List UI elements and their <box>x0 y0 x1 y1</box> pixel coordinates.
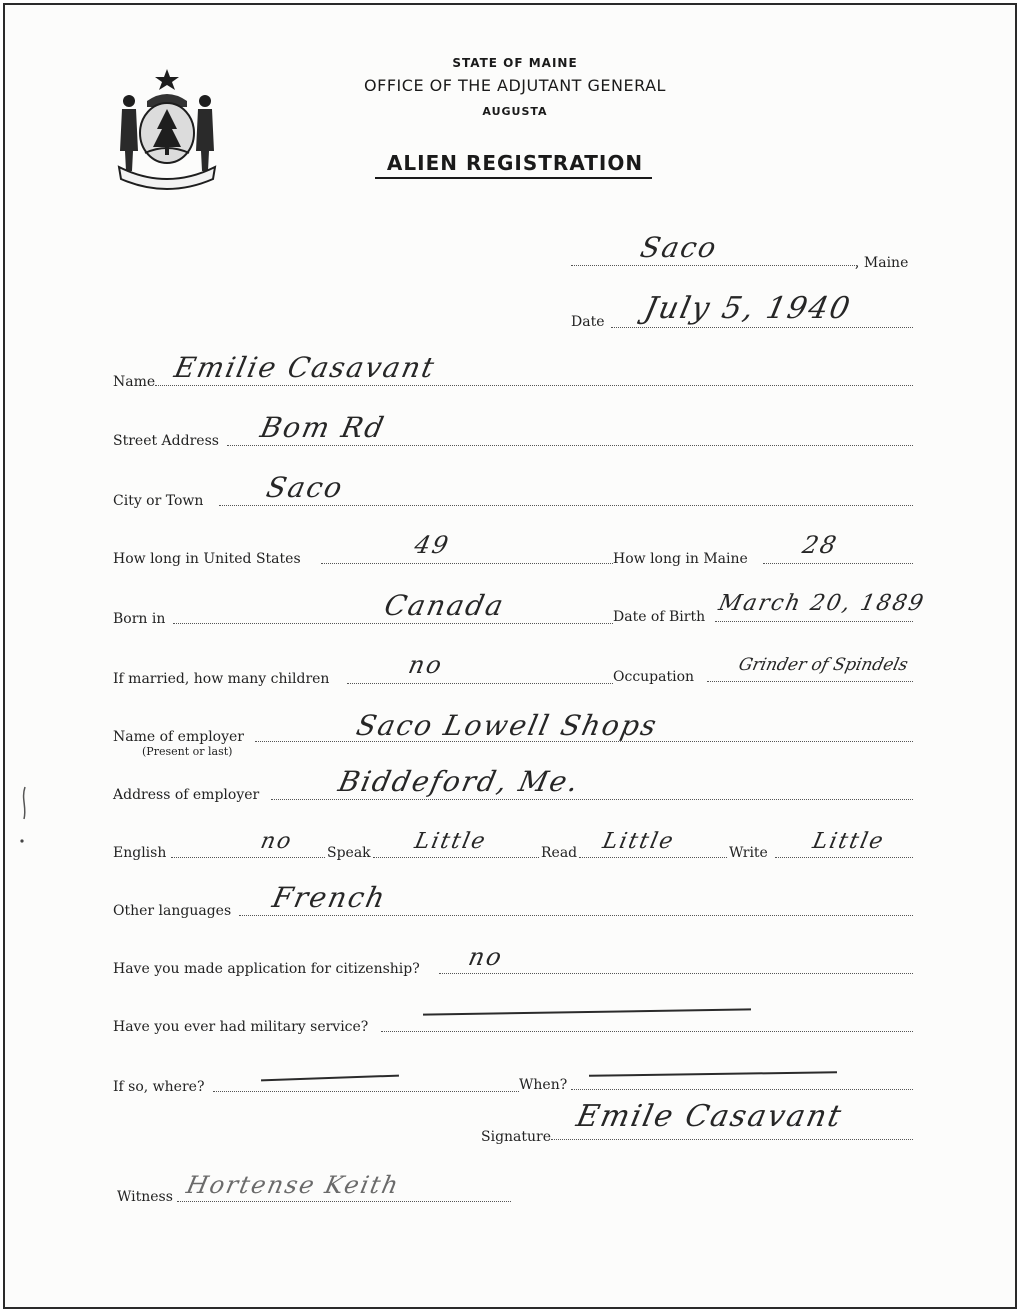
name-label: Name <box>113 374 156 390</box>
children-line <box>347 683 613 684</box>
form-title: ALIEN REGISTRATION <box>386 151 644 175</box>
other-languages-line <box>239 915 913 916</box>
street-address-label: Street Address <box>113 433 219 449</box>
when-line <box>571 1089 913 1090</box>
header-city: AUGUSTA <box>482 105 548 118</box>
date-of-birth-line <box>715 621 913 622</box>
how-long-us-label: How long in United States <box>113 551 301 567</box>
when-dash-stroke <box>589 1071 837 1076</box>
how-long-maine-value[interactable]: 28 <box>800 531 841 559</box>
if-where-label: If so, where? <box>113 1079 205 1095</box>
employer-value[interactable]: Saco Lowell Shops <box>353 709 661 742</box>
children-value[interactable]: no <box>406 651 446 679</box>
employer-label: Name of employer <box>113 729 244 745</box>
write-line <box>775 857 913 858</box>
how-long-maine-label: How long in Maine <box>613 551 748 567</box>
born-in-label: Born in <box>113 611 166 627</box>
date-value[interactable]: July 5, 1940 <box>641 291 855 326</box>
signature-label: Signature <box>481 1129 552 1145</box>
header-state: STATE OF MAINE <box>452 56 578 70</box>
citizenship-line <box>439 973 913 974</box>
employer-address-label: Address of employer <box>113 787 260 803</box>
if-where-line <box>213 1091 519 1092</box>
name-line <box>155 385 913 386</box>
margin-mark <box>19 785 29 845</box>
place-suffix: , Maine <box>855 255 909 271</box>
write-value[interactable]: Little <box>810 829 888 854</box>
citizenship-label: Have you made application for citizenship? <box>113 961 420 977</box>
military-label: Have you ever had military service? <box>113 1019 369 1035</box>
read-line <box>579 857 727 858</box>
english-value[interactable]: no <box>258 829 296 854</box>
children-label: If married, how many children <box>113 671 330 687</box>
witness-value[interactable]: Hortense Keith <box>184 1171 403 1199</box>
military-line <box>381 1031 913 1032</box>
employer-sublabel: (Present or last) <box>142 745 233 758</box>
city-value[interactable]: Saco <box>263 471 347 504</box>
witness-label: Witness <box>117 1189 173 1205</box>
date-label: Date <box>571 314 605 330</box>
speak-line <box>373 857 539 858</box>
if-where-dash-stroke <box>261 1075 399 1082</box>
employer-address-line <box>271 799 913 800</box>
date-line <box>611 327 913 328</box>
form-page <box>3 3 1017 1309</box>
occupation-value[interactable]: Grinder of Spindels <box>736 655 910 675</box>
how-long-us-value[interactable]: 49 <box>412 531 453 559</box>
how-long-maine-line <box>763 563 913 564</box>
city-label: City or Town <box>113 493 204 509</box>
occupation-label: Occupation <box>613 669 695 685</box>
born-in-line <box>173 623 613 624</box>
place-line <box>571 265 857 266</box>
occupation-line <box>707 681 913 682</box>
read-label: Read <box>541 845 578 861</box>
read-value[interactable]: Little <box>600 829 678 854</box>
signature-value[interactable]: Emile Casavant <box>573 1099 846 1134</box>
place-value[interactable]: Saco <box>637 231 721 264</box>
how-long-us-line <box>321 563 613 564</box>
other-languages-label: Other languages <box>113 903 232 919</box>
born-in-value[interactable]: Canada <box>381 589 508 622</box>
street-address-value[interactable]: Bom Rd <box>257 411 389 444</box>
when-label: When? <box>519 1077 568 1093</box>
citizenship-value[interactable]: no <box>466 943 506 971</box>
english-line <box>171 857 325 858</box>
write-label: Write <box>729 845 768 861</box>
name-value[interactable]: Emilie Casavant <box>171 351 439 384</box>
speak-label: Speak <box>327 845 371 861</box>
signature-line <box>551 1139 913 1140</box>
witness-line <box>177 1201 511 1202</box>
state-seal-icon <box>113 67 221 193</box>
date-of-birth-label: Date of Birth <box>613 609 706 625</box>
date-of-birth-value[interactable]: March 20, 1889 <box>716 591 928 616</box>
military-dash-stroke <box>423 1008 751 1015</box>
city-line <box>219 505 913 506</box>
header-office: OFFICE OF THE ADJUTANT GENERAL <box>364 76 666 95</box>
title-underline <box>375 177 652 179</box>
english-label: English <box>113 845 167 861</box>
other-languages-value[interactable]: French <box>269 881 390 914</box>
speak-value[interactable]: Little <box>412 829 490 854</box>
employer-address-value[interactable]: Biddeford, Me. <box>335 765 583 798</box>
street-address-line <box>227 445 913 446</box>
